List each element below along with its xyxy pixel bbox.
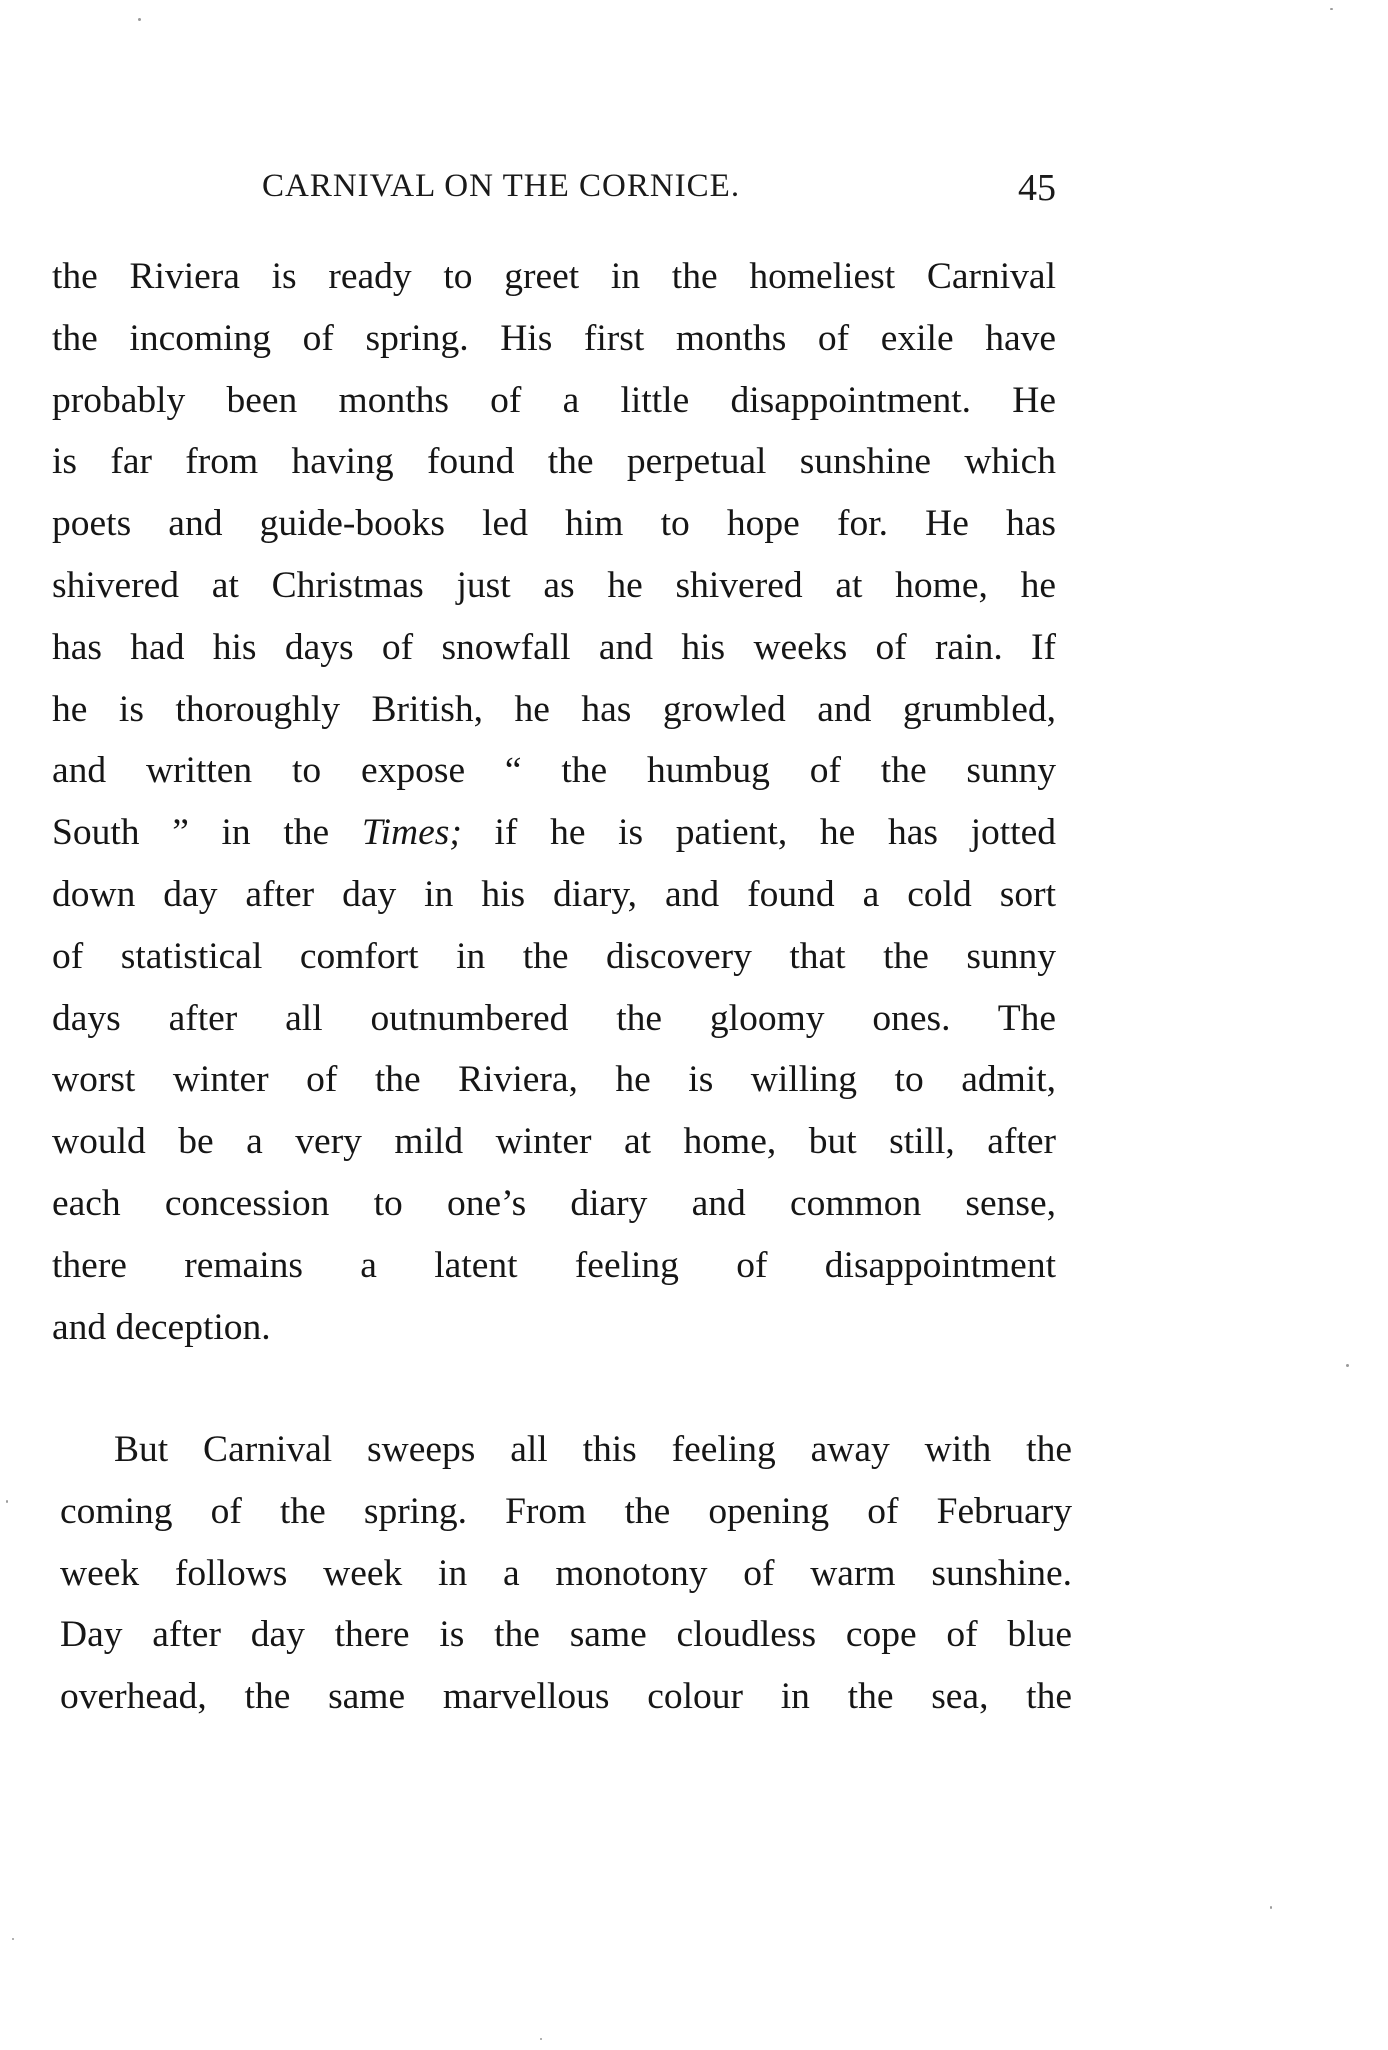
scan-speck xyxy=(1270,1906,1272,1909)
text-line: is far from having found the perpetual sunshine which xyxy=(52,441,1056,483)
page-number: 45 xyxy=(1018,167,1056,209)
text-line: worst winter of the Riviera, he is willing to admit, xyxy=(52,1059,1056,1101)
scan-speck xyxy=(1346,1364,1349,1367)
scan-speck xyxy=(12,1938,14,1940)
scan-speck xyxy=(1330,8,1333,10)
text-line: coming of the spring. From the opening of February xyxy=(60,1490,1072,1532)
text-line: has had his days of snowfall and his weeks of rain. If xyxy=(52,626,1056,668)
text-line: of statistical comfort in the discovery that the sunny xyxy=(52,935,1056,977)
scan-speck xyxy=(6,1500,8,1503)
scan-speck xyxy=(138,18,141,21)
text-line: he is thoroughly British, he has growled and grumbled, xyxy=(52,688,1056,730)
text-line: and deception. xyxy=(52,1306,271,1348)
text-line: week follows week in a monotony of warm sunshine. xyxy=(60,1552,1072,1594)
text-line: But Carnival sweeps all this feeling away with the xyxy=(114,1429,1072,1470)
text-line: and written to expose “ the humbug of the sunny xyxy=(52,750,1056,792)
text-line: the Riviera is ready to greet in the homeliest Carnival xyxy=(52,256,1056,297)
text-line: down day after day in his diary, and found a cold sort xyxy=(52,873,1056,915)
text-segment: South ” in the xyxy=(52,812,362,854)
running-header xyxy=(262,168,1062,214)
text-line: probably been months of a little disappointment. He xyxy=(52,379,1056,421)
text-line: each concession to one’s diary and common sense, xyxy=(52,1182,1056,1224)
paragraph-1 xyxy=(52,246,1056,1358)
text-segment: if he is patient, he has jotted xyxy=(461,812,1056,854)
text-line: shivered at Christmas just as he shivered at home, he xyxy=(52,564,1056,606)
text-line: poets and guide-books led him to hope for. He has xyxy=(52,503,1056,545)
text-line: there remains a latent feeling of disappointment xyxy=(52,1244,1056,1286)
running-title: CARNIVAL ON THE CORNICE. xyxy=(262,168,741,204)
text-line: Day after day there is the same cloudless cope of blue xyxy=(60,1614,1072,1656)
scan-speck xyxy=(540,2038,542,2040)
text-line: days after all outnumbered the gloomy ones. The xyxy=(52,997,1056,1039)
text-line: overhead, the same marvellous colour in the sea, the xyxy=(60,1676,1072,1718)
text-line: would be a very mild winter at home, but still, after xyxy=(52,1121,1056,1163)
text-line-with-italic xyxy=(52,802,1056,864)
italic-title-times: Times; xyxy=(361,812,462,854)
paragraph-2 xyxy=(60,1419,1072,1728)
text-line: the incoming of spring. His first months of exile have xyxy=(52,317,1056,359)
